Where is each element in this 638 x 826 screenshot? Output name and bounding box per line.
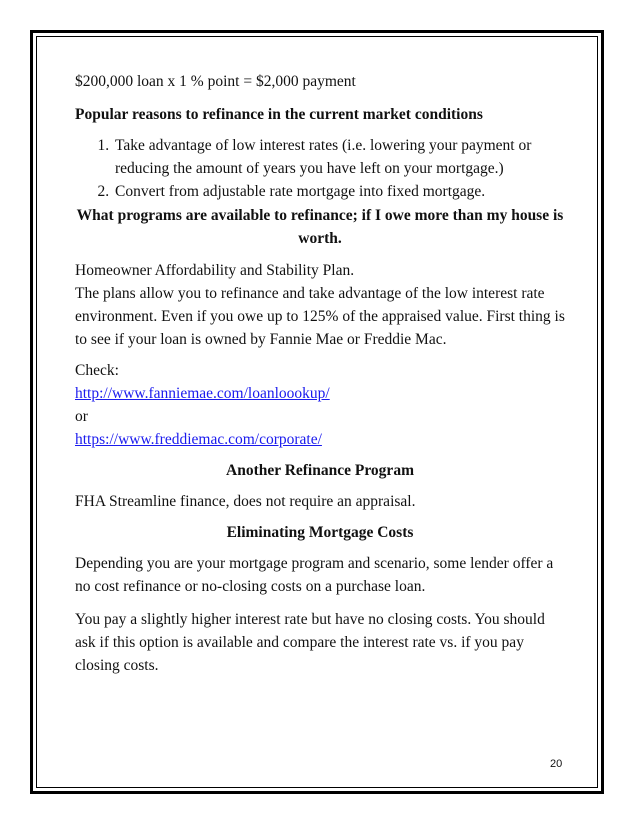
fannie-mae-link[interactable]: http://www.fanniemae.com/loanloookup/ bbox=[75, 385, 330, 402]
page-content bbox=[75, 70, 565, 677]
or-label: or bbox=[75, 408, 88, 425]
list-item: 2. Convert from adjustable rate mortgage into fixed mortgage. bbox=[113, 180, 565, 203]
heading-another-program: Another Refinance Program bbox=[226, 462, 414, 479]
no-cost-refinance-paragraph: Depending you are your mortgage program and scenario, some lender offer a no cost refinance or no-closing costs on a purchase loan. bbox=[75, 555, 554, 595]
fha-streamline-text: FHA Streamline finance, does not require an appraisal. bbox=[75, 493, 416, 510]
hasp-description: The plans allow you to refinance and take advantage of the low interest rate environment. Even if you owe up to 125% of the appraised value. First thing is to see if your loan is owned by Fannie Mae or Freddie Mac. bbox=[75, 285, 565, 348]
heading-eliminating-costs: Eliminating Mortgage Costs bbox=[226, 524, 414, 541]
heading-popular-reasons: Popular reasons to refinance in the current market conditions bbox=[75, 106, 483, 123]
point-cost-example: $200,000 loan x 1 % point = $2,000 payment bbox=[75, 73, 356, 90]
reasons-list bbox=[75, 134, 565, 203]
higher-rate-paragraph: You pay a slightly higher interest rate but have no closing costs. You should ask if this option is available and compare the interest rate vs. if you pay closing costs. bbox=[75, 611, 545, 674]
check-label: Check: bbox=[75, 362, 119, 379]
list-item: 1. Take advantage of low interest rates (i.e. lowering your payment or reducing the amount of years you have left on your mortgage.) bbox=[113, 134, 565, 180]
heading-programs: What programs are available to refinance; if I owe more than my house is worth. bbox=[76, 207, 564, 247]
page-number: 20 bbox=[550, 758, 563, 770]
freddie-mac-link[interactable]: https://www.freddiemac.com/corporate/ bbox=[75, 431, 322, 448]
hasp-title: Homeowner Affordability and Stability Plan. bbox=[75, 262, 355, 279]
